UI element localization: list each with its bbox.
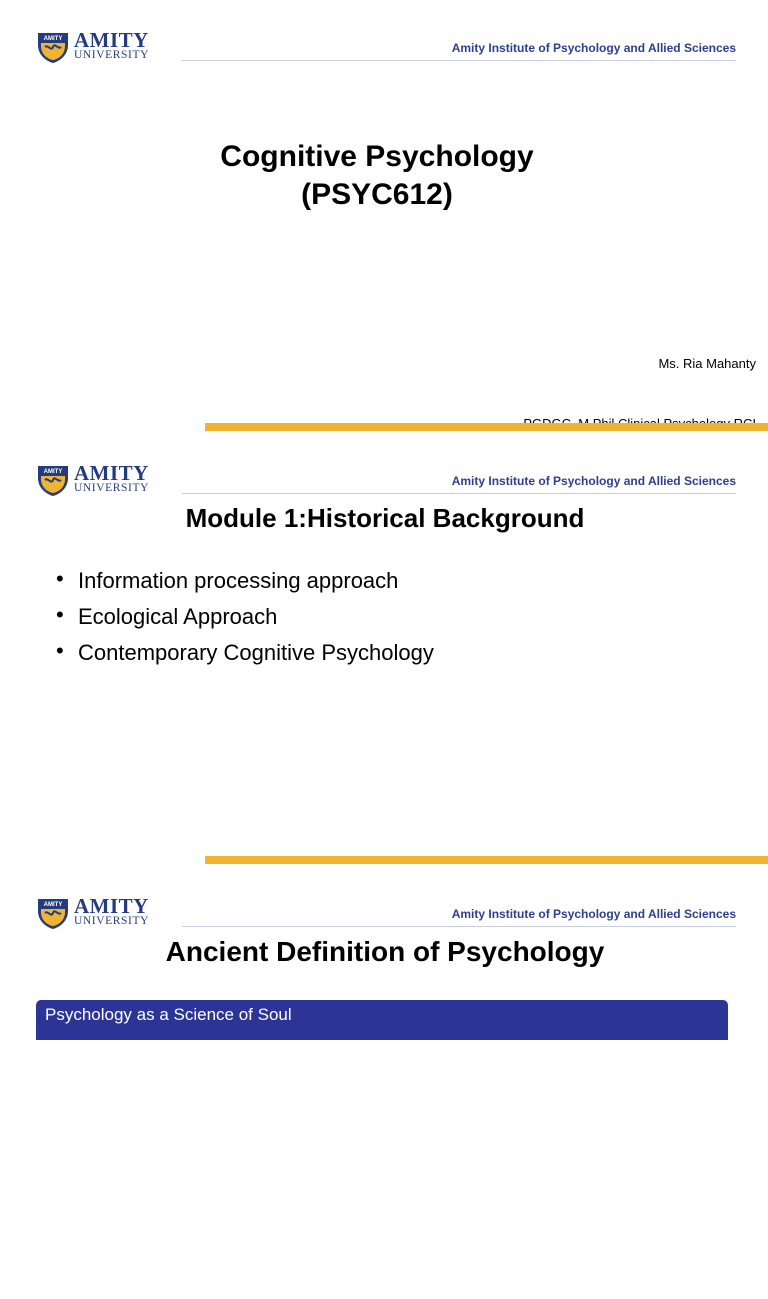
definition-box bbox=[36, 1000, 728, 1040]
header-divider bbox=[182, 60, 736, 61]
definition-box-title: Psychology as a Science of Soul bbox=[45, 1005, 292, 1024]
title-line-2: (PSYC612) bbox=[301, 178, 453, 211]
logo-wordmark: AMITY bbox=[74, 894, 149, 918]
title-line-1: Cognitive Psychology bbox=[220, 140, 534, 173]
logo-subtitle: UNIVERSITY bbox=[74, 915, 149, 927]
header-divider bbox=[182, 493, 736, 494]
amity-crest-icon bbox=[36, 896, 70, 930]
institute-name: Amity Institute of Psychology and Allied Sciences bbox=[451, 907, 736, 921]
bullet-list bbox=[56, 563, 434, 671]
logo-subtitle: UNIVERSITY bbox=[74, 49, 149, 61]
list-item: • Ecological Approach bbox=[56, 599, 434, 635]
author-block bbox=[523, 314, 756, 433]
institute-name: Amity Institute of Psychology and Allied Sciences bbox=[451, 474, 736, 488]
list-item: • Information processing approach bbox=[56, 563, 434, 599]
slide-1 bbox=[0, 0, 768, 433]
logo-wordmark: AMITY bbox=[74, 461, 149, 485]
slide-2 bbox=[0, 433, 768, 866]
amity-crest-icon bbox=[36, 30, 70, 64]
slide-heading: Module 1:Historical Background bbox=[185, 503, 585, 533]
amity-logo bbox=[36, 30, 176, 64]
svg-text:AMITY: AMITY bbox=[43, 36, 63, 42]
amity-logo bbox=[36, 896, 176, 930]
header-divider bbox=[182, 926, 736, 927]
svg-text:AMITY: AMITY bbox=[43, 469, 63, 475]
footer-gold-bar bbox=[205, 423, 768, 431]
slide-3 bbox=[0, 866, 768, 1299]
amity-logo bbox=[36, 463, 176, 497]
logo-wordmark: AMITY bbox=[74, 28, 149, 52]
list-item: • Contemporary Cognitive Psychology bbox=[56, 635, 434, 671]
presentation-title bbox=[0, 138, 754, 214]
footer-gold-bar bbox=[205, 856, 768, 864]
institute-name: Amity Institute of Psychology and Allied Sciences bbox=[451, 41, 736, 55]
logo-subtitle: UNIVERSITY bbox=[74, 482, 149, 494]
svg-text:AMITY: AMITY bbox=[43, 902, 63, 908]
author-name: Ms. Ria Mahanty bbox=[658, 356, 756, 371]
amity-crest-icon bbox=[36, 463, 70, 497]
slide-heading: Ancient Definition of Psychology bbox=[165, 936, 605, 967]
